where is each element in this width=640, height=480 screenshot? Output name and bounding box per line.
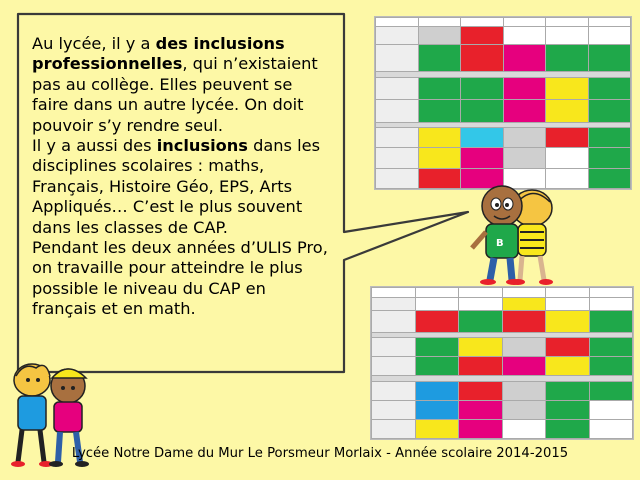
bubble-paragraph-2: Il y a aussi des inclusions dans les disciplines scolaires : maths, Français, Histoire Géo, EPS, Arts Appliqués… C’est le plus souvent dans les classes de CAP. — [32, 136, 321, 237]
timetable-thumbnail-top — [374, 16, 632, 190]
boy-and-girl-duo-illustration — [460, 176, 570, 286]
footer-caption: Lycée Notre Dame du Mur Le Porsmeur Morlaix - Année scolaire 2014-2015 — [71, 446, 569, 461]
timetable-thumbnail-bottom — [370, 286, 634, 440]
svg-text:B: B — [496, 238, 504, 249]
bubble-text — [32, 34, 332, 320]
bubble-paragraph-3: Pendant les deux années d’ULIS Pro, on travaille pour atteindre le plus possible le niveau du CAP en français et en math. — [32, 238, 328, 319]
bubble-paragraph-1: Au lycée, il y a des inclusions professionnelles, qui n’existaient pas au collège. Elles peuvent se faire dans un autre lycée. On doit pouvoir s’y rendre seul. — [32, 34, 318, 135]
